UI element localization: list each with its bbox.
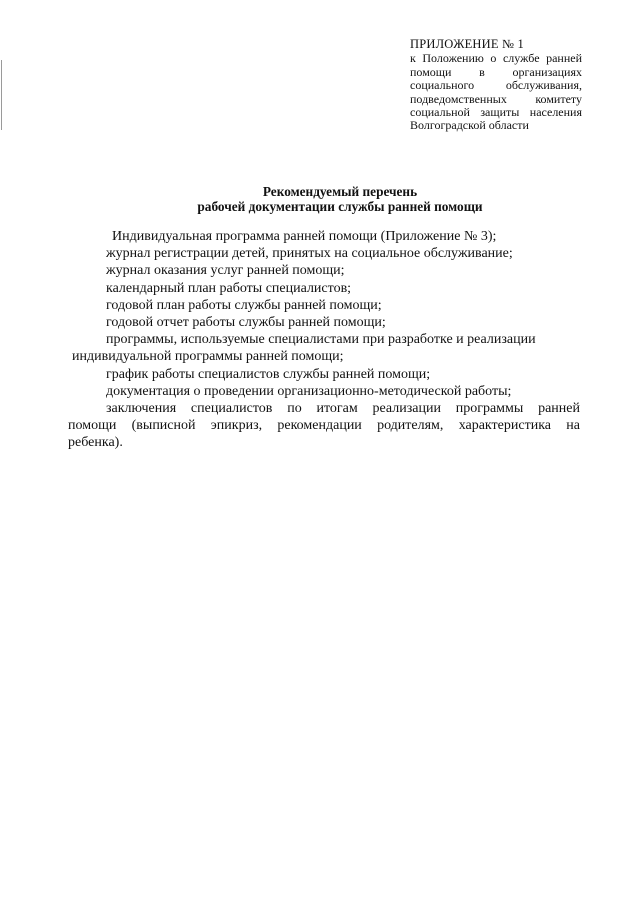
- heading-line-2: рабочей документации службы ранней помощи: [197, 199, 483, 214]
- appendix-line: подведомственных комитету: [410, 91, 582, 106]
- list-item: календарный план работы специалистов;: [106, 280, 352, 296]
- heading-line-1: Рекомендуемый перечень: [262, 184, 418, 199]
- list-item: документация о проведении организационно-методической работы;: [106, 383, 512, 399]
- list-item-continuation: помощи (выписной эпикриз, рекомендации родителям, характеристика на: [68, 418, 580, 434]
- list-item: график работы специалистов службы ранней помощи;: [106, 366, 431, 382]
- list-item-continuation: ребенка).: [68, 435, 123, 451]
- document-heading: [120, 184, 560, 214]
- list-item: журнал регистрации детей, принятых на социальное обслуживание;: [106, 246, 513, 262]
- list-item-continuation: индивидуальной программы ранней помощи;: [72, 349, 344, 365]
- appendix-line: Волгоградской области: [410, 118, 529, 133]
- appendix-line: социального обслуживания,: [410, 78, 582, 93]
- list-item: годовой план работы службы ранней помощи;: [106, 297, 382, 313]
- scan-edge-mark: [1, 60, 2, 130]
- list-item: Индивидуальная программа ранней помощи (Приложение № 3);: [112, 229, 497, 244]
- list-item: заключения специалистов по итогам реализации программы ранней: [106, 401, 580, 417]
- appendix-block: [410, 38, 582, 133]
- document-list: [68, 228, 580, 452]
- appendix-line: к Положению о службе ранней: [410, 51, 582, 66]
- appendix-line: социальной защиты населения: [410, 105, 582, 120]
- list-item: годовой отчет работы службы ранней помощи;: [106, 315, 386, 331]
- list-item: программы, используемые специалистами при разработке и реализации: [106, 332, 536, 348]
- appendix-title: ПРИЛОЖЕНИЕ № 1: [410, 37, 524, 51]
- list-item: журнал оказания услуг ранней помощи;: [106, 263, 345, 279]
- appendix-line: помощи в организациях: [410, 64, 582, 79]
